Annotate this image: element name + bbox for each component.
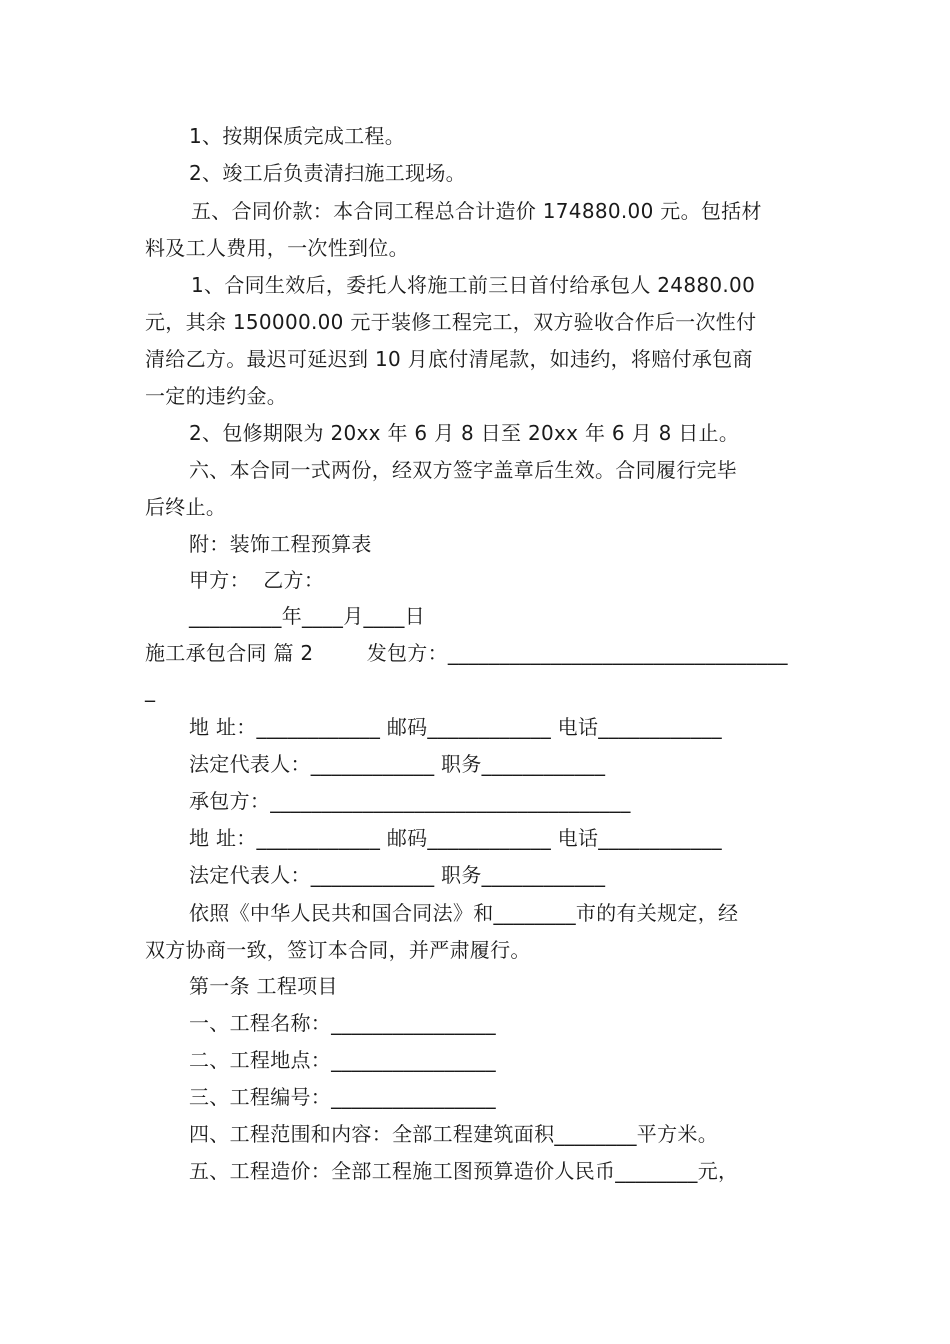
text-line: 法定代表人：____________ 职务____________ [189, 863, 606, 887]
text-line: 六、本合同一式两份，经双方签字盖章后生效。合同履行完毕 [189, 458, 738, 482]
text-line: _ [145, 678, 156, 702]
text-line: 元，其余 150000.00 元于装修工程完工，双方验收合作后一次性付 [145, 310, 757, 334]
text-line: 四、工程范围和内容：全部工程建筑面积________平方米。 [189, 1122, 718, 1146]
text-line: 料及工人费用，一次性到位。 [145, 236, 409, 260]
text-line: 地 址：____________ 邮码____________ 电话____________ [189, 826, 722, 850]
section-heading: 施工承包合同 篇 2 发包方：_________________________________ [145, 641, 788, 665]
text-line: 双方协商一致，签订本合同，并严肃履行。 [145, 938, 531, 962]
text-line: 五、工程造价：全部工程施工图预算造价人民币________元， [189, 1159, 739, 1183]
text-line: 1、合同生效后，委托人将施工前三日首付给承包人 24880.00 [191, 273, 756, 297]
text-line: 第一条 工程项目 [189, 974, 338, 998]
text-line: 1、按期保质完成工程。 [189, 124, 406, 148]
text-line: 甲方： 乙方： [189, 568, 325, 592]
text-line: _________年____月____日 [189, 604, 425, 628]
text-line: 一、工程名称：________________ [189, 1011, 496, 1035]
text-line: 2、竣工后负责清扫施工现场。 [189, 161, 466, 185]
text-line: 地 址：____________ 邮码____________ 电话____________ [189, 715, 722, 739]
text-line: 承包方：___________________________________ [189, 789, 631, 813]
text-line: 二、工程地点：________________ [189, 1048, 496, 1072]
text-line: 依照《中华人民共和国合同法》和________市的有关规定，经 [189, 901, 739, 925]
text-line: 五、合同价款：本合同工程总合计造价 174880.00 元。包括材 [191, 199, 762, 223]
text-line: 法定代表人：____________ 职务____________ [189, 752, 606, 776]
text-line: 三、工程编号：________________ [189, 1085, 496, 1109]
text-line: 一定的违约金。 [145, 384, 288, 408]
text-line: 2、包修期限为 20xx 年 6 月 8 日至 20xx 年 6 月 8 日止。 [189, 421, 740, 445]
text-line: 清给乙方。最迟可延迟到 10 月底付清尾款，如违约，将赔付承包商 [145, 347, 753, 371]
text-line: 附：装饰工程预算表 [189, 532, 372, 556]
text-line: 后终止。 [145, 495, 227, 519]
